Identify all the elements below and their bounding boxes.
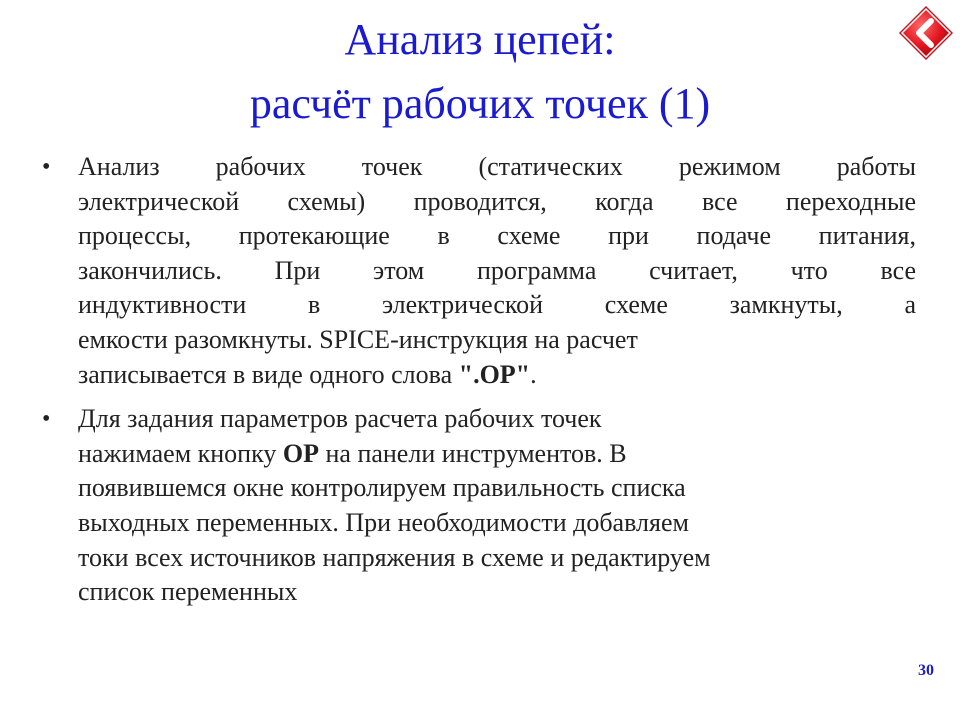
- bullet-item-2: [36, 402, 916, 610]
- op-button-name: OP: [282, 438, 319, 468]
- title-line-2: расчёт рабочих точек (1): [249, 79, 711, 128]
- text-line: список переменных: [78, 577, 298, 607]
- slide-title: [0, 8, 960, 136]
- text-line: процессы, протекающие в схеме при подаче питания,: [78, 221, 916, 251]
- text-line: Анализ рабочих точек (статических режимом работы: [78, 152, 916, 181]
- back-arrow-icon: [897, 4, 955, 62]
- text-line: токи всех источников напряжения в схеме и редактируем: [78, 542, 711, 572]
- text-segment: записывается в виде одного слова: [78, 359, 459, 389]
- text-line: емкости разомкнуты. SPICE-инструкция на расчет: [78, 324, 638, 354]
- bullet-dot: •: [42, 154, 51, 180]
- bullet-item-1: [36, 150, 916, 392]
- text-segment: на панели инструментов. В: [318, 438, 627, 468]
- text-line: электрической схемы) проводится, когда все переходные: [78, 186, 916, 216]
- op-instruction: ".OP": [458, 359, 531, 389]
- text-line: появившемся окне контролируем правильность списка: [78, 473, 686, 503]
- text-line: [78, 437, 916, 472]
- text-segment: нажимаем кнопку: [78, 438, 283, 468]
- text-line: закончились. При этом программа считает, что все: [78, 255, 916, 285]
- slide-content: [36, 150, 916, 620]
- title-line-1: Анализ цепей:: [344, 15, 616, 64]
- text-line: индуктивности в электрической схеме замкнуты, а: [78, 290, 916, 320]
- text-segment: .: [530, 359, 537, 389]
- text-line: выходных переменных. При необходимости добавляем: [78, 507, 689, 537]
- page-number: 30: [918, 662, 934, 679]
- text-line: Для задания параметров расчета рабочих точек: [78, 404, 602, 434]
- back-button[interactable]: [897, 4, 955, 62]
- bullet-dot: •: [42, 406, 51, 433]
- text-line: [78, 358, 916, 393]
